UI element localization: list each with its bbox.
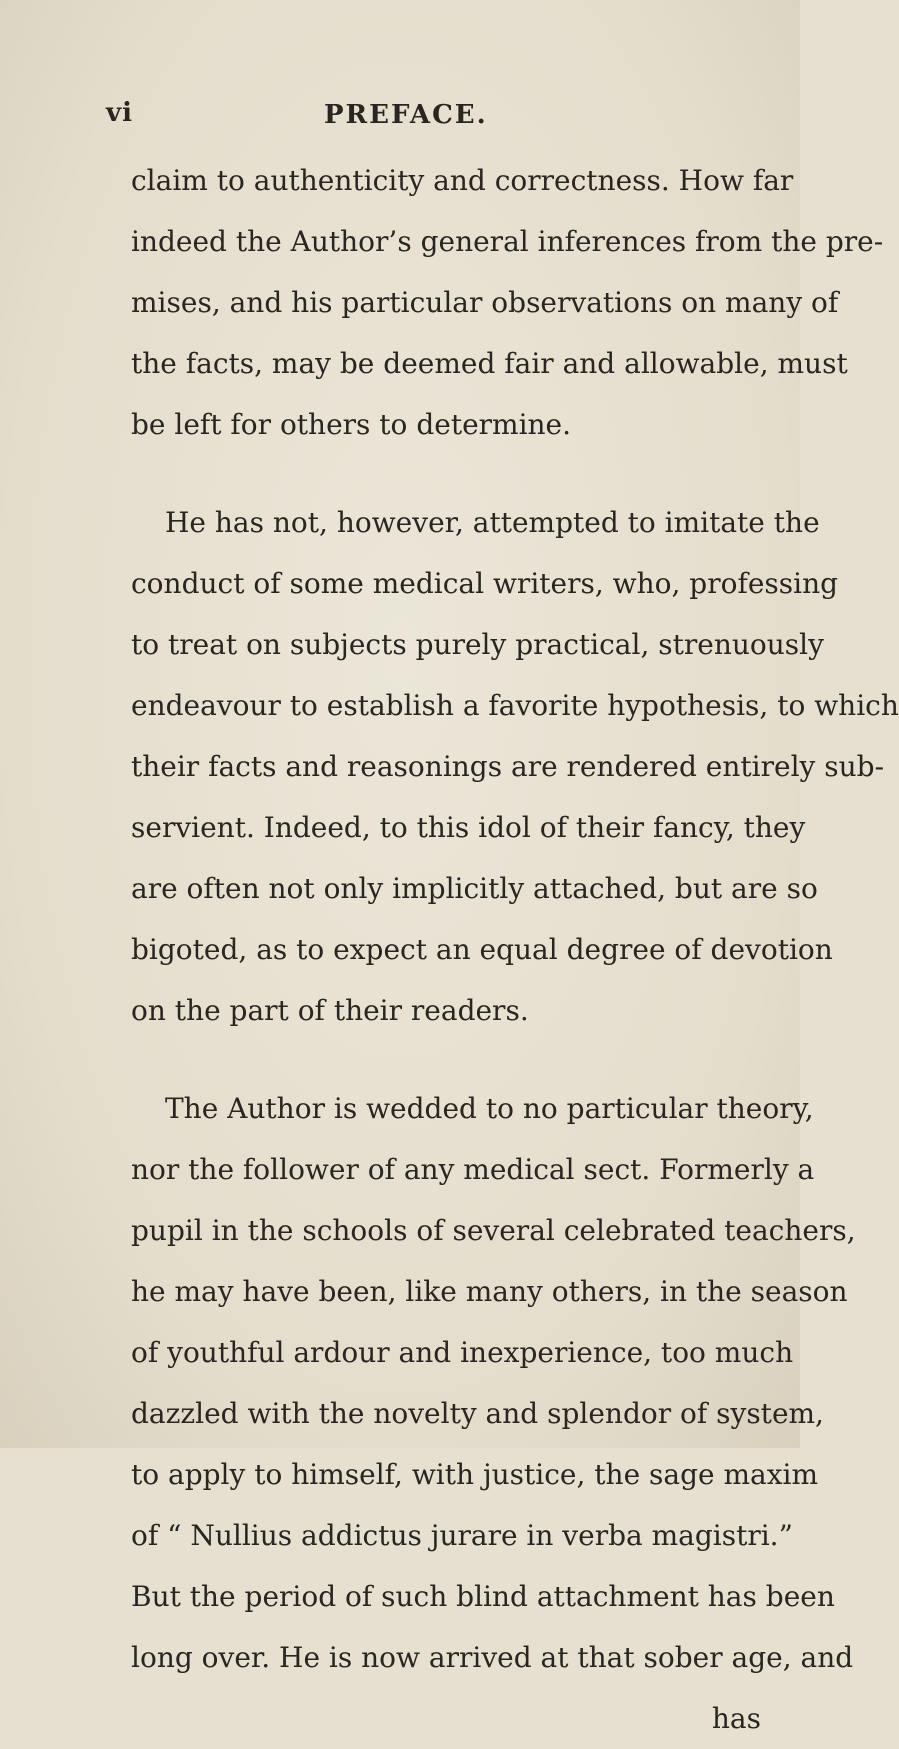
text-line: on the part of their readers. — [131, 994, 529, 1027]
running-head: PREFACE. — [324, 100, 488, 130]
text-line: of youthful ardour and inexperience, too much — [131, 1336, 794, 1369]
text-line: to treat on subjects purely practical, strenuously — [131, 628, 824, 661]
page-header — [0, 98, 800, 138]
body-text — [131, 150, 899, 1749]
text-line: long over. He is now arrived at that sober age, and — [131, 1641, 854, 1674]
text-line: mises, and his particular observations on many of — [131, 286, 839, 319]
text-line: bigoted, as to expect an equal degree of devotion — [131, 933, 833, 966]
text-line: their facts and reasonings are rendered entirely sub- — [131, 750, 885, 783]
paragraph-1 — [131, 150, 884, 455]
text-line: he may have been, like many others, in the season — [131, 1275, 848, 1308]
text-line: be left for others to determine. — [131, 408, 572, 441]
text-line: to apply to himself, with justice, the sage maxim — [131, 1458, 819, 1491]
text-line: indeed the Author’s general inferences from the pre- — [131, 225, 884, 258]
text-line: servient. Indeed, to this idol of their fancy, they — [131, 811, 806, 844]
paragraph-gap — [131, 455, 771, 492]
text-line: endeavour to establish a favorite hypothesis, to which — [131, 689, 899, 722]
catchword: has — [711, 1702, 761, 1735]
text-line: conduct of some medical writers, who, professing — [131, 567, 839, 600]
page-number: vi — [106, 98, 133, 128]
paragraph-3 — [131, 1078, 856, 1688]
text-line: pupil in the schools of several celebrated teachers, — [131, 1214, 856, 1247]
text-line: The Author is wedded to no particular theory, — [165, 1092, 814, 1125]
text-line: nor the follower of any medical sect. Formerly a — [131, 1153, 815, 1186]
text-line: are often not only implicitly attached, but are so — [131, 872, 818, 905]
text-line: dazzled with the novelty and splendor of system, — [131, 1397, 824, 1430]
paragraph-gap — [131, 1041, 771, 1078]
text-line: claim to authenticity and correctness. How far — [131, 164, 794, 197]
paragraph-2 — [131, 492, 899, 1041]
text-line: of “ Nullius addictus jurare in verba magistri.” — [131, 1519, 793, 1552]
text-line: He has not, however, attempted to imitate the — [165, 506, 820, 539]
text-line: But the period of such blind attachment has been — [131, 1580, 835, 1613]
text-line: the facts, may be deemed fair and allowable, must — [131, 347, 848, 380]
